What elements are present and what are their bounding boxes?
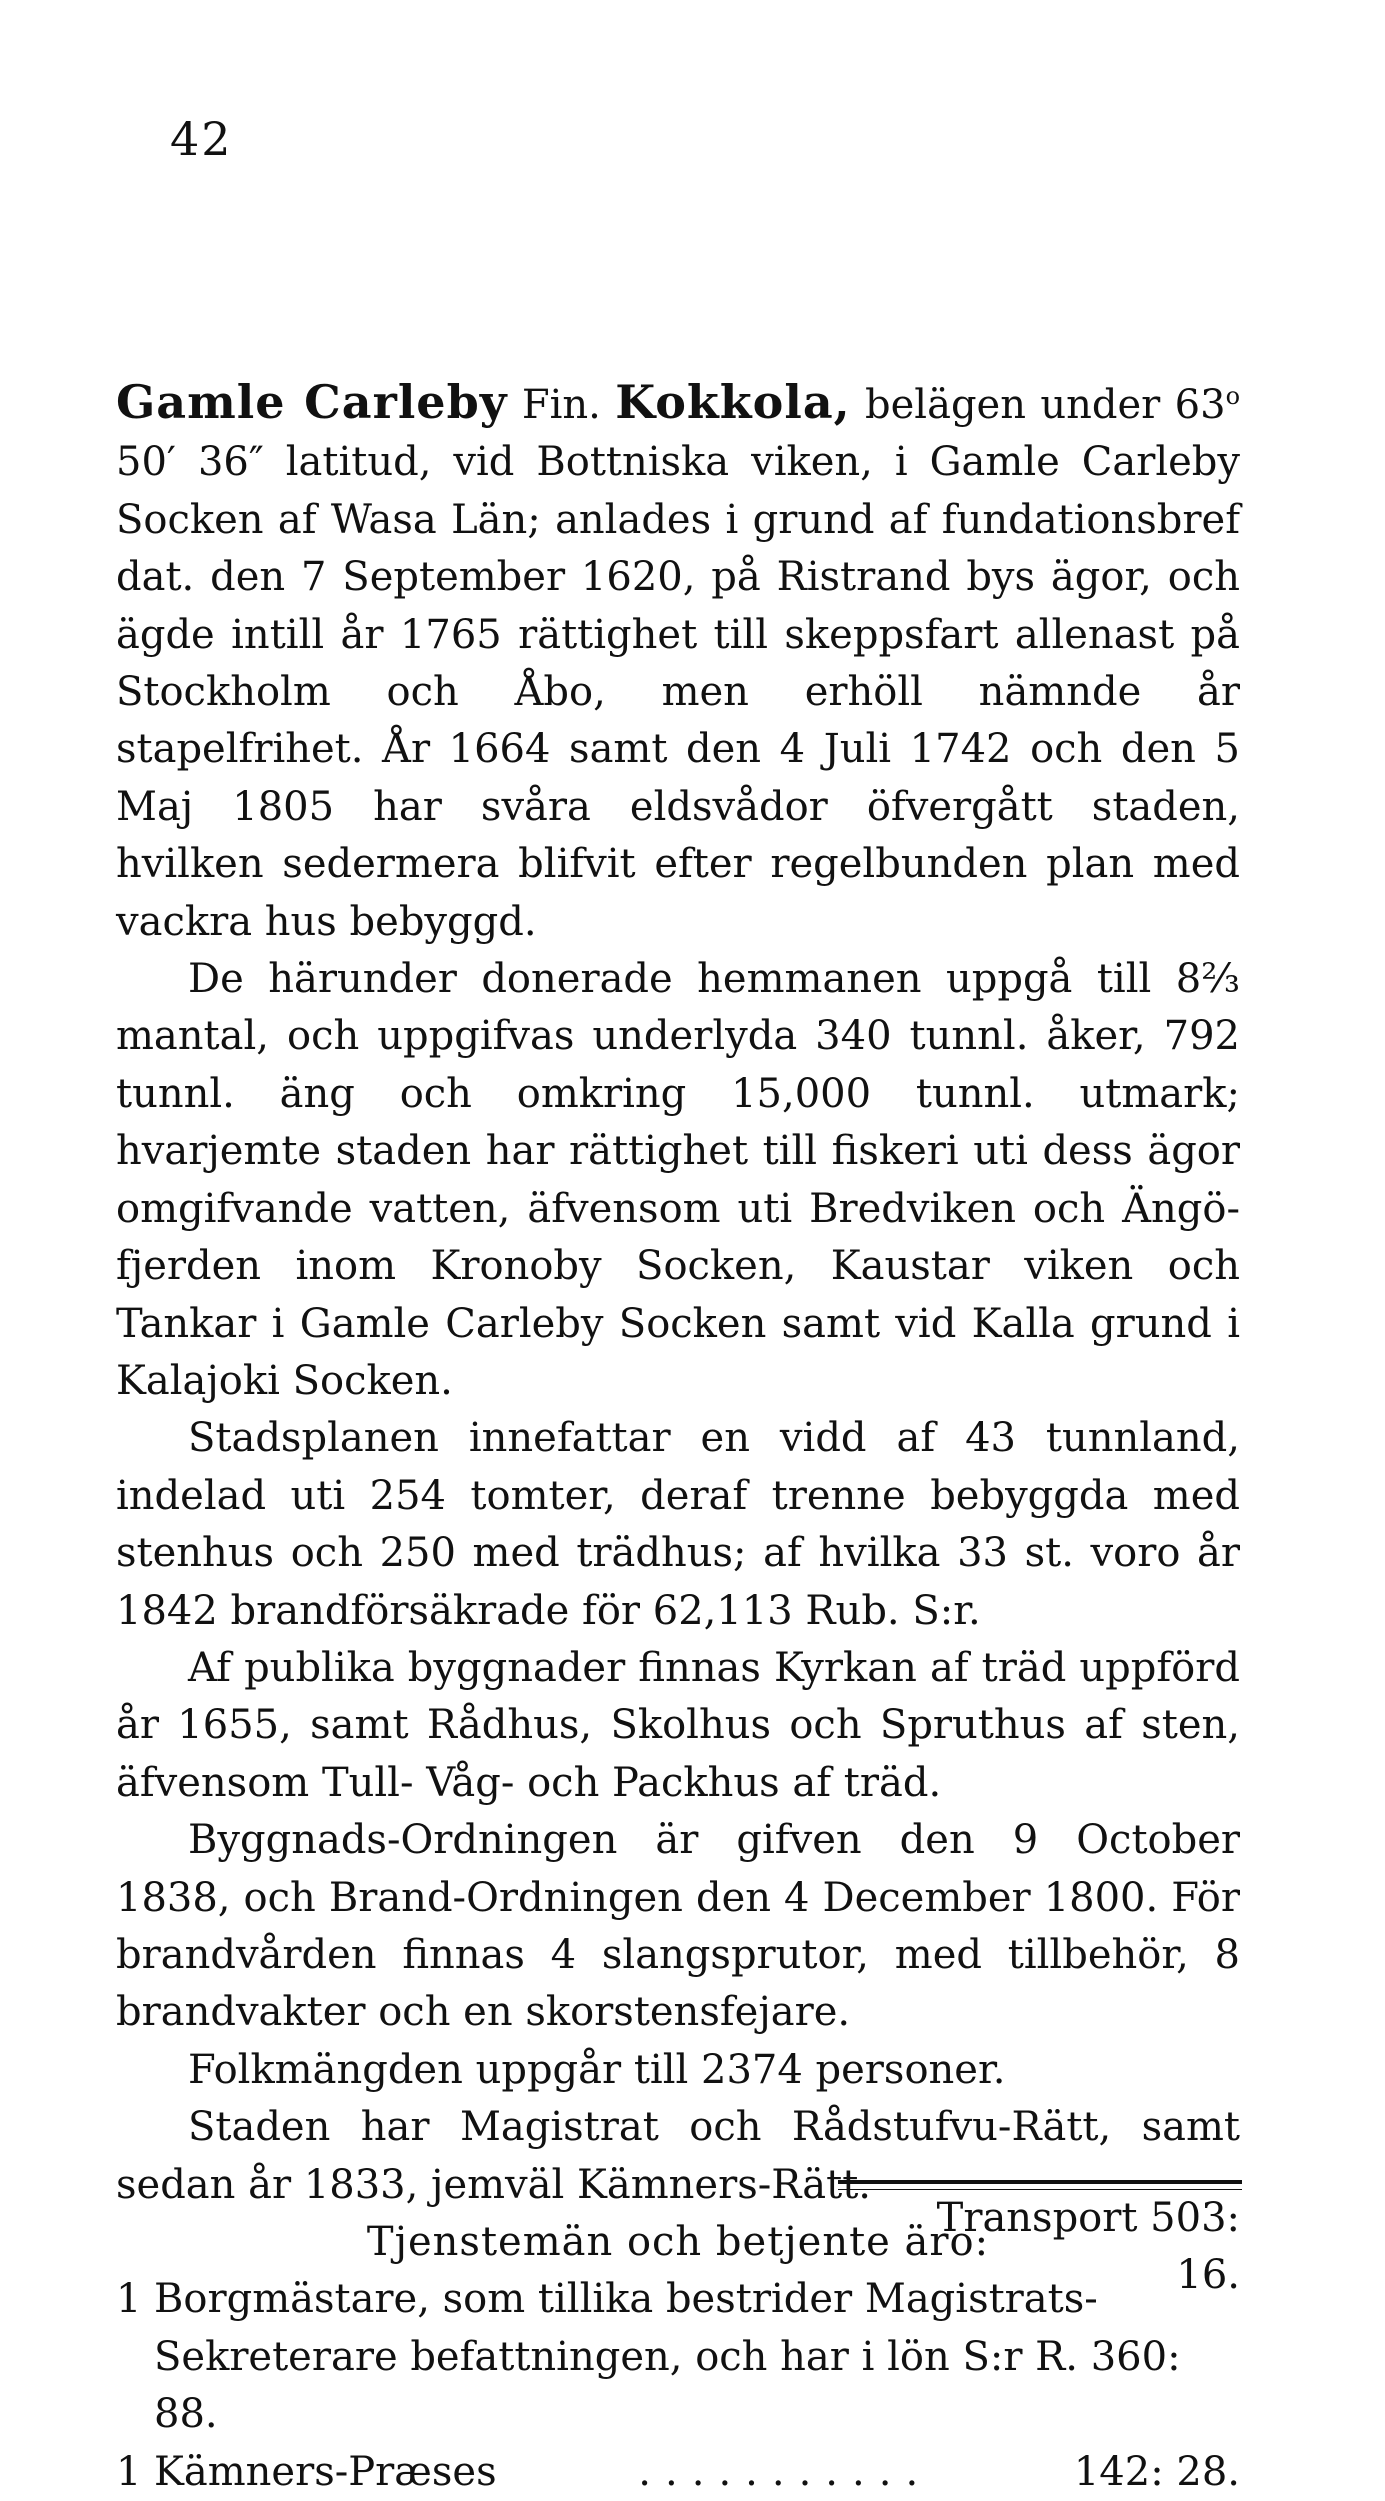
degree-sign: o: [1225, 382, 1241, 410]
entry-heading-fin-label: Fin.: [521, 382, 601, 428]
courts-paragraph: Staden har Magistrat och Rådstufvu-Rätt, samt sedan år 1833, jemväl Kämners-Rätt.: [116, 2104, 1240, 2208]
transport-total: Transport 503: 16.: [936, 2195, 1240, 2298]
intro-text-start: belägen under 63: [850, 382, 1226, 428]
dot-leaders: ...........: [638, 2448, 933, 2495]
total-rule: [838, 2180, 1242, 2184]
population-paragraph: Folkmängden uppgår till 2374 personer.: [188, 2046, 1006, 2093]
official-count: 1: [116, 2448, 142, 2495]
official-title: Kämners-Præses: [154, 2448, 497, 2495]
public-buildings-paragraph: Af publika byggnader finnas Kyrkan af träd uppförd år 1655, samt Rådhus, Skolhus och Spruthus af sten, äfvensom Tull- Våg- och Packhus af träd.: [116, 1644, 1240, 1806]
entry-heading-finnish: Kokkola,: [615, 375, 851, 429]
official-title-line: Borgmästare, som tillika bestrider Magistrats-: [154, 2276, 1098, 2323]
entry-heading-swedish: Gamle Carleby: [116, 375, 508, 429]
official-salary-line: Sekreterare befattningen, och har i lön S:r R. 360: 88.: [154, 2333, 1181, 2438]
official-amount: 142: 28.: [1073, 2448, 1240, 2495]
land-paragraph: De härunder donerade hemmanen uppgå till 8⅔ mantal, och uppgifvas underlyda 340 tunnl. åker, 792 tunnl. äng och omkring 15,000 tunnl. utmark; hvarjemte staden har rättighet till fiskeri uti dess ägor omgifvande vatten, äfvensom uti Bredviken och Ängö-fjerden inom Kronoby Socken, Kaustar viken och Tankar i Gamle Carleby Socken samt vid Kalla grund i Kalajoki Socken.: [116, 956, 1240, 1404]
officials-heading: Tjenstemän och betjente äro:: [366, 2219, 990, 2265]
intro-text-rest: 50′ 36″ latitud, vid Bottniska viken, i Gamle Carleby Socken af Wasa Län; anlades i grund af fundationsbref dat. den 7 September 1620, på Ristrand bys ägor, och ägde intill år 1765 rättighet till skeppsfart allenast på Stockholm och Åbo, men erhöll nämnde år stapelfrihet. År 1664 samt den 4 Juli 1742 och den 5 Maj 1805 har svåra eldsvådor öfvergått staden, hvilken sedermera blifvit efter regelbunden plan med vackra hus bebyggd.: [116, 439, 1240, 945]
official-row: [116, 2444, 1240, 2501]
ordinances-paragraph: Byggnads-Ordningen är gifven den 9 October 1838, och Brand-Ordningen den 4 December 1800. För brandvården finnas 4 slangsprutor, med tillbehör, 8 brandvakter och en skorstensfejare.: [116, 1817, 1240, 2036]
town-plan-paragraph: Stadsplanen innefattar en vidd af 43 tunnland, indelad uti 254 tomter, deraf trenne bebyggda med stenhus och 250 med trädhus; af hvilka 33 st. voro år 1842 brandförsäkrade för 62,113 Rub. S:r.: [116, 1415, 1240, 1634]
entry-intro-paragraph: [116, 368, 1240, 951]
official-count: 1: [116, 2276, 142, 2323]
page-number: 42: [170, 112, 233, 166]
